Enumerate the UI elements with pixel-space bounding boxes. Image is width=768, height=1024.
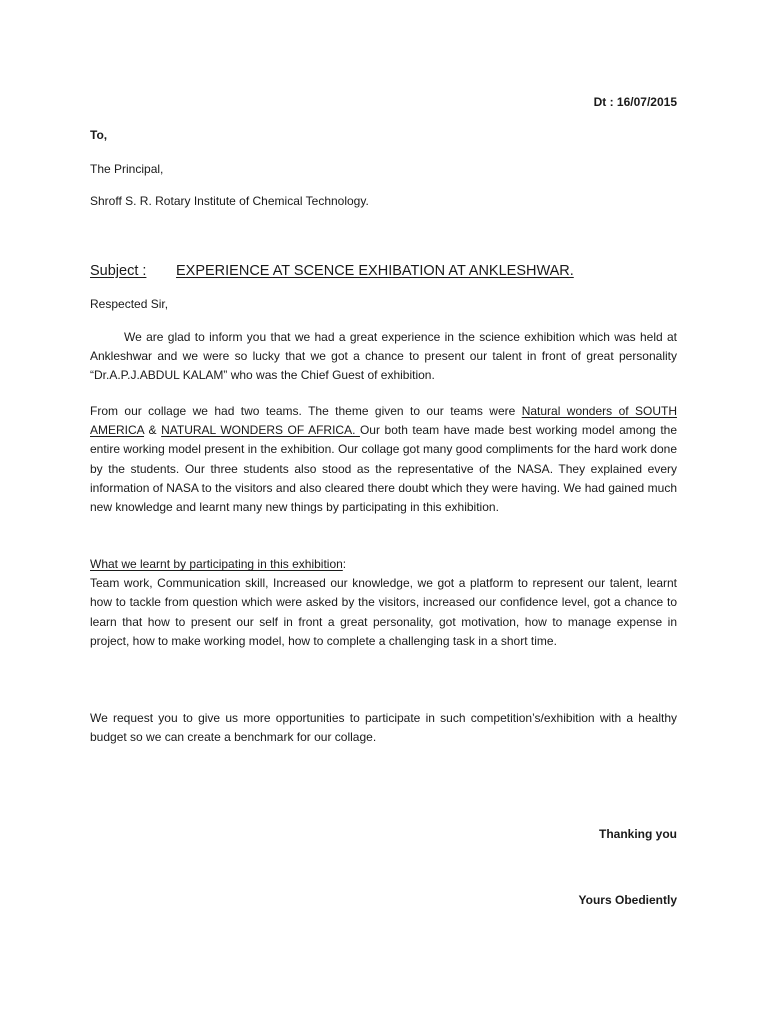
learnt-heading: What we learnt by participating in this exhibition — [90, 557, 343, 571]
recipient-title: The Principal, — [90, 162, 164, 176]
theme-africa: NATURAL WONDERS OF AFRICA. — [161, 423, 360, 438]
letter-date: Dt : 16/07/2015 — [593, 95, 677, 109]
paragraph-teams-intro: From our collage we had two teams. The theme given to our teams were — [90, 404, 522, 418]
theme-south-america: Natural wonders of SOUTH AMERICA — [90, 404, 677, 438]
paragraph-request: We request you to give us more opportunities to participate in such competition’s/exhibition with a healthy budget so we can create a benchmark for our collage. — [90, 711, 677, 745]
paragraph-teams-body: Our both team have made best working model among the entire working model present in the exhibition. Our collage got many good compliments for the hard work done by the students. Our three students also stood as the representative of the NASA. They explained every information of NASA to the visitors and also cleared there doubt which they were having. We had gained much new knowledge and learnt many new things by participating in this exhibition. — [90, 423, 678, 515]
salutation: Respected Sir, — [90, 297, 169, 311]
to-line: To, — [90, 128, 108, 142]
learnt-heading-colon: : — [342, 557, 347, 571]
subject-label: Subject : — [90, 263, 147, 279]
recipient-institute: Shroff S. R. Rotary Institute of Chemical Technology. — [90, 194, 369, 208]
learnt-section — [90, 555, 677, 651]
subject-line — [90, 261, 574, 281]
paragraph-experience: We are glad to inform you that we had a great experience in the science exhibition which was held at Ankleshwar and we were so lucky that we got a chance to present our talent in front of great personality “Dr.A.P.J.ABDUL KALAM” who was the Chief Guest of exhibition. — [90, 330, 677, 383]
learnt-text: Team work, Communication skill, Increased our knowledge, we got a platform to represent our talent, learnt how to tackle from question which were asked by the visitors, increased our confidence level, got a chance to learn that how to present our self in front a great personality, got motivation, how to manage expense in project, how to make working model, how to complete a challenging task in a short time. — [90, 576, 677, 648]
paragraph-teams-ampersand: & — [144, 423, 162, 438]
closing-line: Yours Obediently — [578, 893, 677, 907]
paragraph-teams — [90, 402, 677, 517]
thanking-you: Thanking you — [599, 827, 677, 841]
subject-text: EXPERIENCE AT SCENCE EXHIBATION AT ANKLESHWAR. — [176, 263, 574, 279]
